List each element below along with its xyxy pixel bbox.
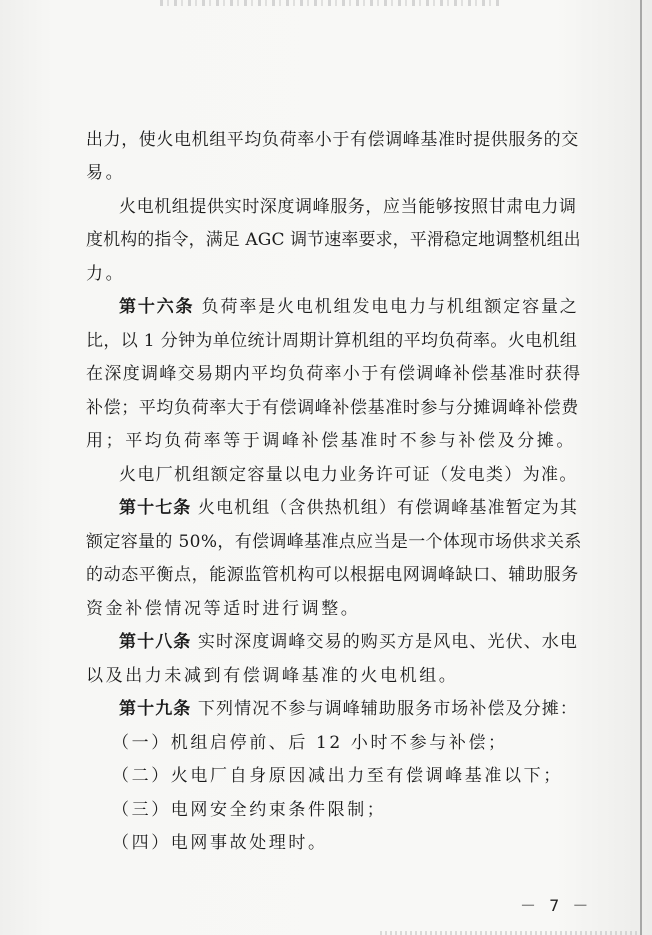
scan-artifact-top bbox=[160, 0, 500, 6]
line-text: 用；平均负荷率等于调峰补偿基准时不参与补偿及分摊。 bbox=[86, 431, 576, 451]
line-text: 下列情况不参与调峰辅助服务市场补偿及分摊： bbox=[191, 699, 579, 719]
line-text: 易。 bbox=[86, 163, 126, 183]
scan-artifact-bottom bbox=[380, 931, 640, 935]
article-17-line bbox=[119, 498, 578, 518]
list-item-text: （四）电网事故处理时。 bbox=[112, 833, 328, 853]
list-item-3 bbox=[112, 800, 386, 820]
line-text: 实时深度调峰交易的购买方是风电、光伏、水电 bbox=[191, 632, 579, 652]
line-text: 比，以 1 分钟为单位统计周期计算机组的平均负荷率。火电机组 bbox=[86, 331, 578, 351]
article-18-heading: 第十八条 bbox=[119, 632, 192, 652]
text-line bbox=[86, 431, 576, 451]
line-text: 以及出力未减到有偿调峰基准的火电机组。 bbox=[86, 666, 459, 686]
text-line bbox=[86, 666, 458, 686]
scan-artifact-right-edge bbox=[640, 0, 642, 935]
line-text: 负荷率是火电机组发电电力与机组额定容量之 bbox=[194, 297, 579, 317]
line-text: 度机构的指令，满足 AGC 调节速率要求，平滑稳定地调整机组出 bbox=[86, 230, 581, 250]
article-16-heading: 第十六条 bbox=[119, 297, 195, 317]
line-text: 资金补偿情况等适时进行调整。 bbox=[86, 599, 361, 619]
article-19-heading: 第十九条 bbox=[119, 699, 192, 719]
text-line bbox=[86, 532, 582, 552]
article-16-line bbox=[119, 297, 579, 317]
text-line bbox=[86, 264, 125, 284]
page-number: － 7 － bbox=[520, 896, 593, 915]
text-line bbox=[86, 163, 125, 183]
article-19-line bbox=[119, 699, 578, 719]
text-line bbox=[86, 398, 579, 418]
list-item-4 bbox=[112, 833, 328, 853]
text-line bbox=[86, 230, 581, 250]
line-text: 力。 bbox=[86, 264, 126, 284]
line-text: 补偿；平均负荷率大于有偿调峰补偿基准时参与分摊调峰补偿费 bbox=[86, 398, 579, 418]
line-text: 在深度调峰交易期内平均负荷率小于有偿调峰补偿基准时获得 bbox=[86, 364, 582, 384]
article-17-heading: 第十七条 bbox=[119, 498, 192, 518]
line-text: 额定容量的 50%，有偿调峰基准点应当是一个体现市场供求关系 bbox=[86, 532, 582, 552]
article-18-line bbox=[119, 632, 578, 652]
list-item-text: （一）机组启停前、后 12 小时不参与补偿； bbox=[112, 733, 508, 753]
line-text: 火电厂机组额定容量以电力业务许可证（发电类）为准。 bbox=[119, 465, 578, 485]
line-text: 火电机组（含供热机组）有偿调峰基准暂定为其 bbox=[191, 498, 579, 518]
line-text: 出力，使火电机组平均负荷率小于有偿调峰基准时提供服务的交 bbox=[86, 130, 579, 150]
text-line bbox=[86, 130, 579, 150]
text-line bbox=[86, 565, 579, 585]
list-item-text: （三）电网安全约束条件限制； bbox=[112, 800, 387, 820]
paragraph-start-line bbox=[119, 465, 578, 485]
paragraph-start-line bbox=[119, 197, 577, 217]
line-text: 火电机组提供实时深度调峰服务，应当能够按照甘肃电力调 bbox=[119, 197, 577, 217]
list-item-1 bbox=[112, 733, 508, 753]
text-line bbox=[86, 331, 577, 351]
line-text: 的动态平衡点，能源监管机构可以根据电网调峰缺口、辅助服务 bbox=[86, 565, 579, 585]
text-line bbox=[86, 599, 360, 619]
list-item-text: （二）火电厂自身原因减出力至有偿调峰基准以下； bbox=[112, 766, 563, 786]
text-line bbox=[86, 364, 581, 384]
list-item-2 bbox=[112, 766, 563, 786]
